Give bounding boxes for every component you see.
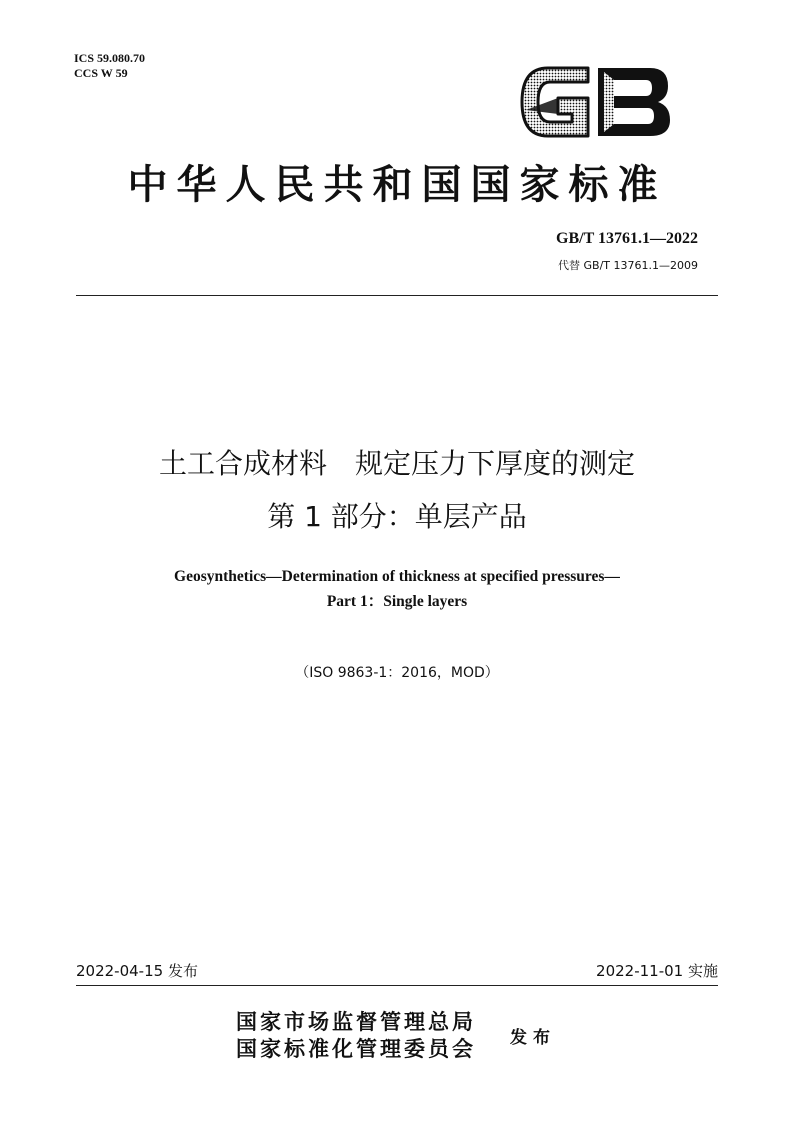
national-standard-title: 中华人民共和国国家标准 bbox=[127, 161, 667, 208]
ccs-code: CCS W 59 bbox=[74, 66, 128, 80]
publish-label: 发布 bbox=[510, 1028, 556, 1048]
ics-code: ICS 59.080.70 bbox=[74, 51, 146, 65]
classification-codes bbox=[74, 51, 145, 81]
title-en-line1: Geosynthetics—Determination of thickness at specified pressures— bbox=[174, 568, 620, 585]
title-zh-line2: 第 1 部分：单层产品 bbox=[267, 500, 527, 533]
standard-number: GB/T 13761.1—2022 bbox=[556, 230, 698, 247]
top-divider bbox=[76, 295, 718, 296]
issue-date: 2022-04-15 发布 bbox=[76, 962, 198, 980]
implement-date: 2022-11-01 实施 bbox=[596, 962, 718, 980]
issuer-samr: 国家市场监督管理总局 bbox=[236, 1009, 476, 1034]
replaces-standard: 代替 GB/T 13761.1—2009 bbox=[558, 259, 698, 272]
bottom-divider bbox=[76, 985, 718, 986]
title-en-line2: Part 1：Single layers bbox=[326, 593, 468, 610]
issuer-sac: 国家标准化管理委员会 bbox=[236, 1036, 476, 1061]
adoption-reference: （ISO 9863-1：2016，MOD） bbox=[295, 665, 499, 681]
gb-logo bbox=[518, 60, 674, 144]
title-zh-line1: 土工合成材料 规定压力下厚度的测定 bbox=[158, 447, 635, 480]
